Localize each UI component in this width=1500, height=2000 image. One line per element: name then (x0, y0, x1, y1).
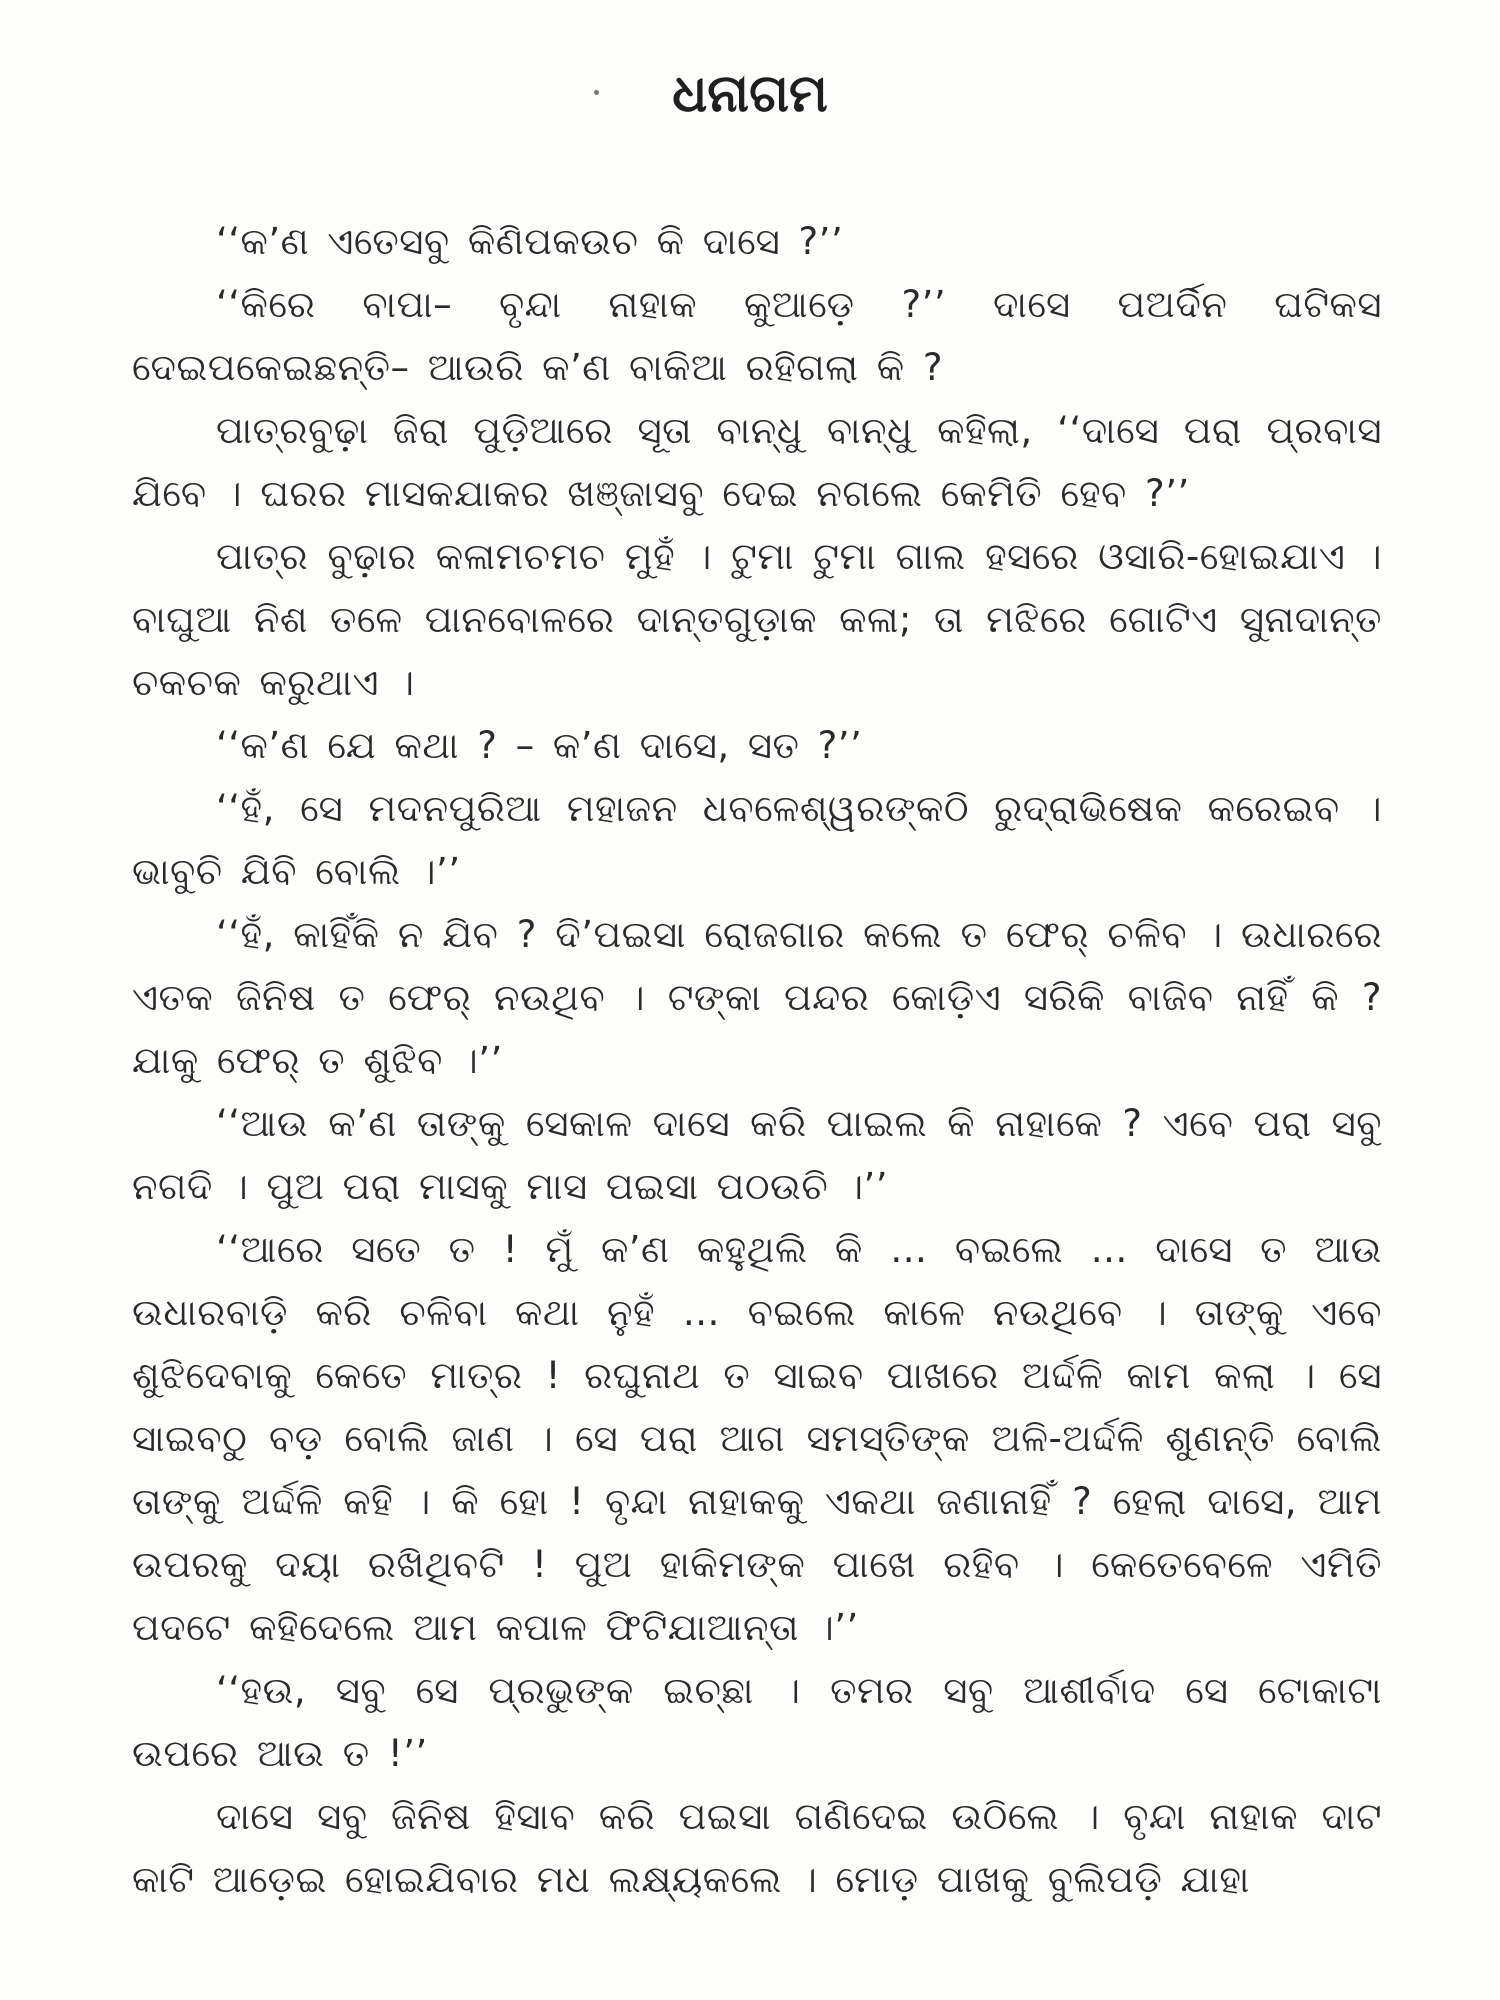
paragraph: ‘‘ହଁ, କାହିଁକି ନ ଯିବ ? ଦି’ପଇସା ରୋଜଗାର କଲେ ତ ଫେର୍ ଚଳିବ । ଉଧାରରେ ଏତକ ଜିନିଷ ତ ଫେର୍ ନଉଥିବ । ଟଙ୍କା ପନ୍ଦର କୋଡ଼ିଏ ସରିକି ବାଜିବ ନାହିଁ କି ? ଯାକୁ ଫେର୍ ତ ଶୁଝିବ ।’’ (132, 913, 1382, 1082)
paragraph: ପାତ୍ର ବୁଢ଼ାର କଳାମଚମଚ ମୁହଁ । ଟୁମା ଟୁମା ଗାଲ ହସରେ ଓସାରି-ହୋଇଯାଏ । ବାଘୁଆ ନିଶ ତଳେ ପାନବୋଳରେ ଦାନ୍ତଗୁଡ଼ାକ କଳା; ତା ମଝିରେ ଗୋଟିଏ ସୁନାଦାନ୍ତ ଚକଚକ କରୁଥାଏ । (132, 535, 1382, 704)
chapter-title: ଧନାଗମ (672, 64, 828, 124)
paragraph: ‘‘ଆରେ ସତେ ତ ! ମୁଁ କ’ଣ କହୁଥିଲି କି … ବଇଲେ … ଦାସେ ତ ଆଉ ଉଧାରବାଡ଼ି କରି ଚଳିବା କଥା ନୁହଁ … ବଇଲେ କାଳେ ନଉଥିବେ । ତାଙ୍କୁ ଏବେ ଶୁଝିଦେବାକୁ କେତେ ମାତ୍ର ! ରଘୁନାଥ ତ ସାଇବ ପାଖରେ ଅର୍ଦ୍ଦଳି କାମ କଲା । ସେ ସାଇବଠୁ ବଡ଼ ବୋଲି ଜାଣ । ସେ ପରା ଆଗ ସମସ୍ତିଙ୍କ ଅଳି-ଅର୍ଦ୍ଦଳି ଶୁଣନ୍ତି ବୋଲି ତାଙ୍କୁ ଅର୍ଦ୍ଦଳି କହି । କି ହୋ ! ବୃନ୍ଦା ନାହାକକୁ ଏକଥା ଜଣାନାହିଁ ? ହେଲା ଦାସେ, ଆମ ଉପରକୁ ଦୟା ରଖିଥିବଟି ! ପୁଅ ହାକିମଙ୍କ ପାଖେ ରହିବ । କେତେବେଳେ ଏମିତି ପଦଟେ କହିଦେଲେ ଆମ କପାଳ ଫିଟିଯାଆନ୍ତା ।’’ (132, 1228, 1382, 1649)
paragraph: ‘‘କିରେ ବାପା– ବୃନ୍ଦା ନାହାକ କୁଆଡ଼େ ?’’ ଦାସେ ପଅର୍ଦିନ ଘଟିକସ ଦେଇପକେଇଛନ୍ତି– ଆଉରି କ’ଣ ବାକିଆ ରହିଗଲା କି ? (132, 283, 1382, 389)
paragraph: ଦାସେ ସବୁ ଜିନିଷ ହିସାବ କରି ପଇସା ଗଣିଦେଇ ଉଠିଲେ । ବୃନ୍ଦା ନାହାକ ଦାଟ କାଟି ଆଡ଼େଇ ହୋଇଯିବାର ମଧ ଲକ୍ଷ୍ୟକଲେ । ମୋଡ଼ ପାଖକୁ ବୁଲିପଡ଼ି ଯାହା (132, 1795, 1382, 1901)
paragraph: ପାତ୍ରବୁଢ଼ା ଜିରା ପୁଡ଼ିଆରେ ସୂତା ବାନ୍ଧୁ ବାନ୍ଧୁ କହିଲା, ‘‘ଦାସେ ପରା ପ୍ରବାସ ଯିବେ । ଘରର ମାସକଯାକର ଖଞ୍ଜାସବୁ ଦେଇ ନଗଲେ କେମିତି ହେବ ?’’ (132, 409, 1382, 515)
paragraph: ‘‘ହଉ, ସବୁ ସେ ପ୍ରଭୁଙ୍କ ଇଚ୍ଛା । ତମର ସବୁ ଆଶୀର୍ବାଦ ସେ ଟୋକାଟା ଉପରେ ଆଉ ତ !’’ (132, 1669, 1382, 1775)
paragraph: ‘‘କ’ଣ ଯେ କଥା ? – କ’ଣ ଦାସେ, ସତ ?’’ (216, 724, 863, 767)
story-body (132, 210, 1382, 1911)
paragraph: ‘‘କ’ଣ ଏତେସବୁ କିଣିପକଉଚ କି ଦାସେ ?’’ (216, 220, 844, 263)
paragraph: ‘‘ଆଉ କ’ଣ ତାଙ୍କୁ ସେକାଳ ଦାସେ କରି ପାଇଲ କି ନାହାକେ ? ଏବେ ପରା ସବୁ ନଗଦି । ପୁଅ ପରା ମାସକୁ ମାସ ପଇସା ପଠଉଚି ।’’ (132, 1102, 1382, 1208)
paragraph: ‘‘ହଁ, ସେ ମଦନପୁରିଆ ମହାଜନ ଧବଳେଶ୍ୱରଙ୍କଠି ରୁଦ୍ରାଭିଷେକ କରେଇବ । ଭାବୁଚି ଯିବି ବୋଲି ।’’ (132, 787, 1382, 893)
